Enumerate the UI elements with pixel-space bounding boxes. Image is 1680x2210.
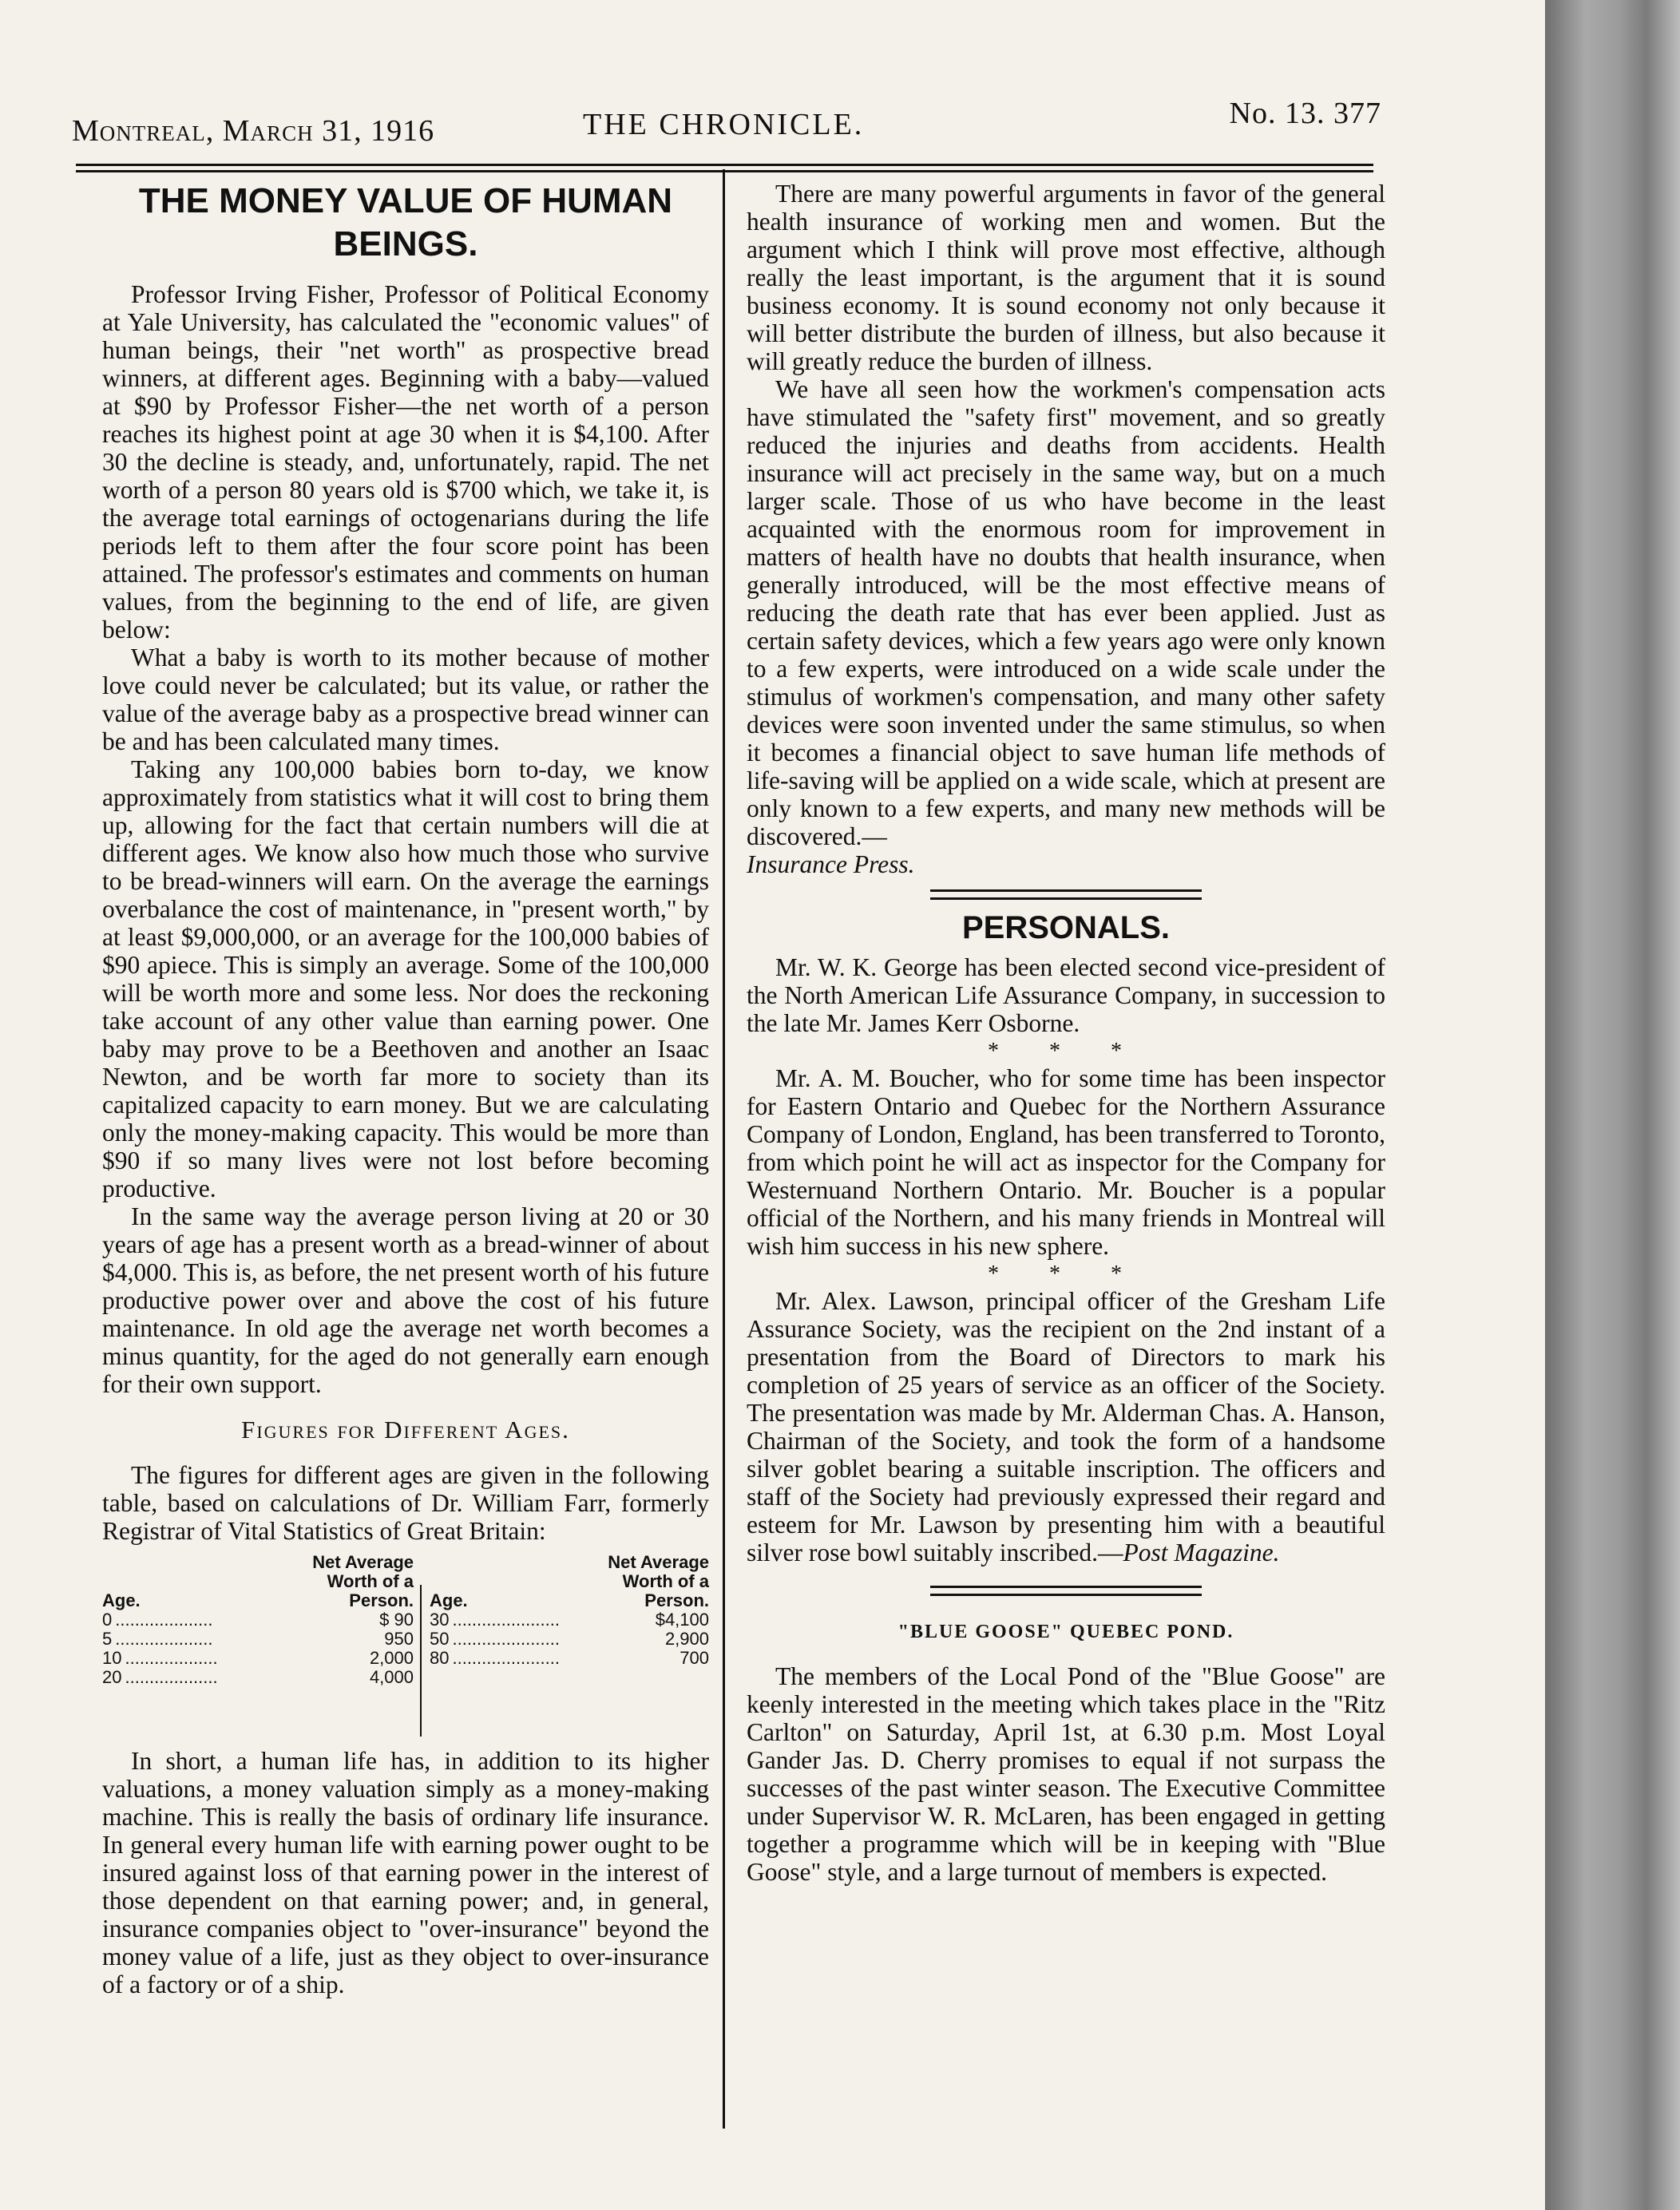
table-row (102, 1610, 414, 1630)
header-issue-page-number: No. 13. 377 (1229, 97, 1381, 130)
age-cell: 5 (102, 1629, 113, 1649)
age-header: Age. (102, 1590, 141, 1610)
col-header-line: Person. (349, 1590, 414, 1610)
age-cell: 20 (102, 1667, 122, 1687)
worth-cell: $ 90 (379, 1610, 414, 1630)
article-paragraph: There are many powerful arguments in favor of the general health insurance of working men and women. But the argument which I think will prove most effective, although really the least important, is the argument that it is sound business economy. It is sound economy not only because it will better distribute the burden of illness, but also because it will greatly reduce the burden of illness. (747, 180, 1385, 375)
table-row (102, 1630, 414, 1649)
age-cell: 30 (430, 1610, 450, 1630)
separator-stars: * * * (988, 1261, 1144, 1286)
header-rule-upper (76, 164, 1373, 166)
section-rule (930, 889, 1202, 900)
article-paragraph: We have all seen how the workmen's compensation acts have stimulated the "safety first" movement, and so greatly reduced the injuries and deaths from accidents. Health insurance will act precisely in the same way, but on a much larger scale. Those of us who have become in the least acquainted with the enormous room for improvement in matters of health have no doubts that health insurance, when generally introduced, will be the most effective means of reducing the death rate that has ever been applied. Just as certain safety devices, which a few years ago were only known to a few experts, were introduced on a wide scale under the stimulus of workmen's compensation, and many other safety devices were soon invented under the same stimulus, so when it becomes a financial object to save human life methods of life-saving will be applied on a wide scale, which at present are only known to a few experts, and many new methods will be discovered.— (747, 375, 1385, 850)
article-title: THE MONEY VALUE OF HUMAN BEINGS. (138, 181, 673, 263)
table-row (102, 1649, 414, 1668)
col-header-line: Net Average (608, 1552, 709, 1572)
col-header-line: Person. (644, 1590, 709, 1610)
source-credit (747, 850, 1385, 878)
leader-dots: ...................... (452, 1630, 560, 1649)
blue-goose-heading: "BLUE GOOSE" QUEBEC POND. (897, 1622, 1234, 1642)
personals-heading: PERSONALS. (961, 910, 1171, 945)
age-cell: 0 (102, 1610, 113, 1630)
article-paragraph: In the same way the average person living at 20 or 30 years of age has a present worth as a bread-winner of about $4,000. This is, as before, the net present worth of his future productive power over and above the cost of his future maintenance. In old age the average net worth becomes a minus quantity, for the aged do not generally earn enough for their own support. (102, 1202, 709, 1398)
section-subhead: Figures for Different Ages. (241, 1416, 570, 1444)
col-header-line: Worth of a (327, 1571, 414, 1591)
personal-item: Mr. W. K. George has been elected second vice-president of the North American Life Assurance Company, in succession to the late Mr. James Kerr Osborne. (747, 953, 1385, 1037)
table-left-half (102, 1553, 414, 1687)
worth-cell: 2,900 (664, 1629, 709, 1649)
column-divider (723, 169, 725, 2129)
worth-cell: 2,000 (369, 1648, 414, 1668)
header-dateline: Montreal, March 31, 1916 (72, 114, 435, 148)
article-paragraph: Taking any 100,000 babies born to-day, we know approximately from statistics what it will cost to bring them up, allowing for the fact that certain numbers will die at different ages. We know also how much those who survive to be bread-winners will earn. On the average the earnings overbalance the cost of maintenance, in "present worth," by at least $9,000,000, or an average for the 100,000 babies of $90 apiece. This is simply an average. Some of the 100,000 will be worth more and some less. Nor does the reckoning take account of any other value than earning power. One baby may prove to be a Beethoven and another an Isaac Newton, and be worth far more to society than its capitalized capacity to earn money. But we are calculating only the money-making capacity. This would be more than $90 if so many lives were not lost before becoming productive. (102, 755, 709, 1202)
age-cell: 80 (430, 1648, 450, 1668)
section-rule (930, 1586, 1202, 1596)
blue-goose-paragraph: The members of the Local Pond of the "Blue Goose" are keenly interested in the meeting which takes place in the "Ritz Carlton" on Saturday, April 1st, at 6.30 p.m. Most Loyal Gander Jas. D. Cherry promises to equal if not surpass the successes of the past winter season. The Executive Committee under Supervisor W. R. McLaren, has been engaged in getting together a programme which will be in keeping with "Blue Goose" style, and a large turnout of members is expected. (747, 1662, 1385, 1886)
leader-dots: .................... (115, 1630, 213, 1649)
col-header-line: Worth of a (622, 1571, 709, 1591)
article-paragraph: What a baby is worth to its mother because of mother love could never be calculated; but its value, or rather the value of the average baby as a prospective bread winner can be and has been calculated many times. (102, 644, 709, 755)
age-cell: 10 (102, 1648, 122, 1668)
page-edge-shadow (1545, 0, 1680, 2210)
header-publication-title: THE CHRONICLE. (583, 108, 865, 141)
table-right-half (430, 1553, 709, 1668)
leader-dots: ................... (125, 1649, 218, 1668)
personal-item: Mr. A. M. Boucher, who for some time has been inspector for Eastern Ontario and Quebec for the Northern Assurance Company of London, England, has been transferred to Toronto, from which point he will act as inspector for the Company for Westernuand Northern Ontario. Mr. Boucher is a popular official of the Northern, and his many friends in Montreal will wish him success in his new sphere. (747, 1064, 1385, 1260)
age-header: Age. (430, 1590, 468, 1610)
leader-dots: ...................... (452, 1649, 560, 1668)
table-row (102, 1668, 414, 1687)
source-insurance-press: Insurance Press. (747, 850, 915, 878)
table-row (430, 1630, 709, 1649)
table-intro: The figures for different ages are given in the following table, based on calculations of Dr. William Farr, formerly Registrar of Vital Statistics of Great Britain: (102, 1461, 709, 1545)
separator-stars: * * * (988, 1039, 1144, 1063)
age-cell: 50 (430, 1629, 450, 1649)
source-post-magazine: Post Magazine. (1123, 1539, 1280, 1566)
article-paragraph: Professor Irving Fisher, Professor of Political Economy at Yale University, has calculated the "economic values" of human beings, their "net worth" as prospective bread winners, at different ages. Beginning with a baby—valued at $90 by Professor Fisher—the net worth of a person reaches its highest point at age 30 when it is $4,100. After 30 the decline is steady, and, unfortunately, rapid. The net worth of a person 80 years old is $700 which, we take it, is the average total earnings of octogenarians during the life periods left to them after the four score point has been attained. The professor's estimates and comments on human values, from the beginning to the end of life, are given below: (102, 280, 709, 644)
ages-worth-table (102, 1553, 709, 1741)
right-column (747, 180, 1385, 1886)
col-header-line: Net Average (312, 1552, 414, 1572)
leader-dots: .................... (115, 1610, 213, 1630)
worth-cell: 950 (384, 1629, 414, 1649)
worth-cell: $4,100 (655, 1610, 709, 1630)
worth-cell: 700 (680, 1648, 709, 1668)
table-row (430, 1610, 709, 1630)
leader-dots: ...................... (452, 1610, 560, 1630)
table-divider (420, 1585, 422, 1737)
table-row (430, 1649, 709, 1668)
worth-cell: 4,000 (369, 1667, 414, 1687)
article-closing-paragraph: In short, a human life has, in addition to its higher valuations, a money valuation simply as a money-making machine. This is really the basis of ordinary life insurance. In general every human life with earning power ought to be insured against loss of that earning power in the interest of those dependent on that earning power; and, in general, insurance companies object to "over-insurance" beyond the money value of a life, just as they object to over-insurance of a factory or of a ship. (102, 1747, 709, 1998)
leader-dots: ................... (125, 1668, 218, 1687)
page-header (72, 96, 1381, 152)
personal-item-text: Mr. Alex. Lawson, principal officer of the Gresham Life Assurance Society, was the recipient on the 2nd instant of a presentation from the Board of Directors to mark his completion of 25 years of service as an officer of the Society. The presentation was made by Mr. Alderman Chas. A. Hanson, Chairman of the Society, and took the form of a handsome silver goblet bearing a suitable inscription. The officers and staff of the Society had previously expressed their regard and esteem for Mr. Lawson by presenting him with a beautiful silver rose bowl suitably inscribed.— (747, 1287, 1385, 1566)
left-column (102, 180, 709, 1998)
personal-item (747, 1287, 1385, 1566)
